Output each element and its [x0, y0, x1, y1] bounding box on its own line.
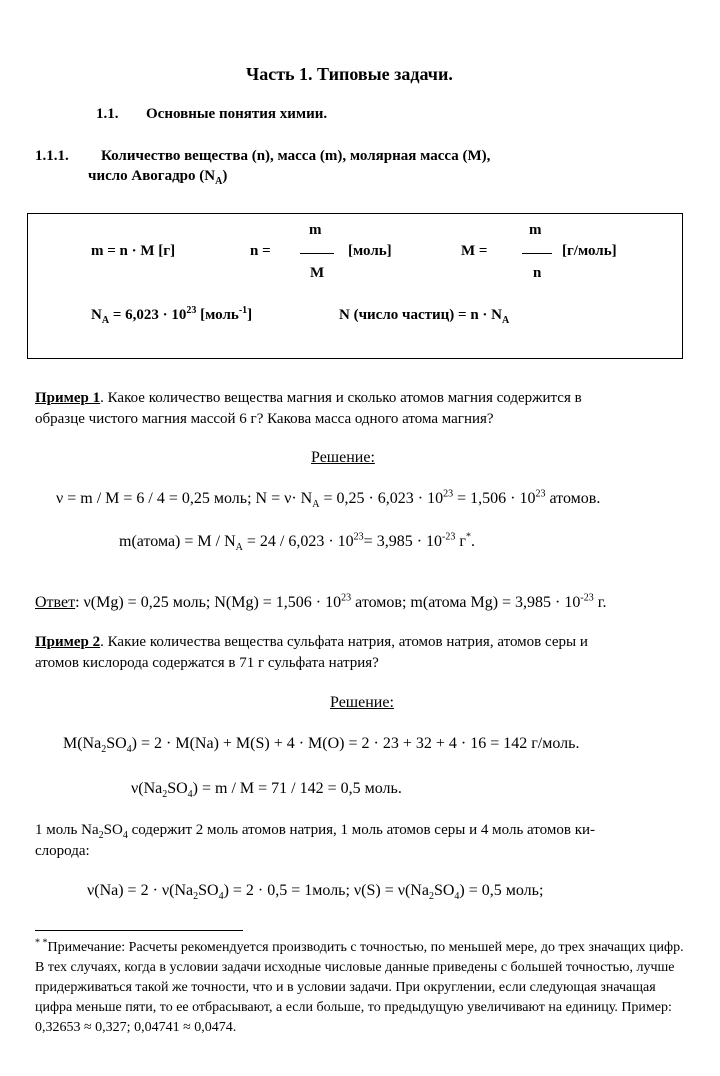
- formula-amount-denominator: M: [310, 265, 325, 281]
- footnote-text: Примечание: Расчеты рекомендуется производить с точностью, по меньшей мере, до трех значащих цифр. В тех случаях, когда в условии задачи исходные числовые данные приведены с большей точностью, лучше придерживаться такой же точности, что и в условии задачи. При округлении, если следующая значащая цифра меньше пяти, то ее отбрасывают, а если больше, то предыдущую увеличивают на единицу. Пример: 0,32653 ≈ 0,327; 0,04741 ≈ 0,0474.: [35, 940, 684, 1035]
- example2-equation2: $\nu(Na_2SO_4) = m / M = 71 / 142 = 0,5$ моль.: [131, 780, 402, 801]
- subsection-number: 1.1.1.: [35, 148, 69, 164]
- example2-text: Пример 2. Какие количества вещества сульфата натрия, атомов натрия, атомов серы и атомов кислорода содержатся в 71 г сульфата натрия?: [35, 634, 588, 671]
- part-title: Часть 1. Типовые задачи.: [246, 64, 453, 84]
- formula-amount-unit: [моль]: [348, 243, 392, 259]
- formula-mass: m = n · M [г]: [91, 243, 176, 259]
- subsection-title-line1: Количество вещества (n), масса (m), молярная масса (M),: [101, 148, 491, 164]
- formula-amount-fraction-line: [300, 253, 334, 254]
- section-number: 1.1.: [96, 106, 119, 122]
- formula-molar-left: M =: [461, 243, 488, 259]
- example1-solution-label: Решение:: [311, 449, 375, 466]
- example1-label: Пример 1: [35, 390, 101, 406]
- example2-equation1: $M(Na_2SO_4) = 2 \cdot M(Na) + M(S) + 4 \cdot M(O) = 2 \cdot 23 + 32 + 4 \cdot 16 = 142$ г/моль.: [63, 735, 580, 756]
- example2-equation3: $\nu(Na) = 2 \cdot \nu(Na_2SO_4) = 2 \cdot 0,5$ = 1моль; $\nu(S) = \nu(Na_2SO_4) = 0,5$ моль;: [87, 882, 544, 903]
- formula-particles: N (число частиц) = $n \cdot N_A$: [339, 307, 510, 326]
- formula-molar-fraction-line: [522, 253, 552, 254]
- example1-equation1: ν = m / M = 6 / 4 = 0,25 моль; $N = \nu\cdot N_A = 0,25 \cdot 6,023 \cdot 10^{23} = 1,506 \cdot 10^{23}$ атомов.: [56, 488, 601, 511]
- formula-amount-numerator: m: [309, 222, 322, 238]
- formula-molar-denominator: n: [533, 265, 542, 281]
- example2-solution-label: Решение:: [330, 694, 394, 711]
- section-title: Основные понятия химии.: [146, 106, 328, 122]
- formula-amount-left: n =: [250, 243, 271, 259]
- example2-paragraph: 1 моль $Na_2SO_4$ содержит 2 моль атомов натрия, 1 моль атомов серы и 4 моль атомов ки- слорода:: [35, 822, 596, 859]
- footnote: [35, 938, 695, 1038]
- example1-answer: Ответ: ν(Mg) = 0,25 моль; $N(Mg) = 1,506 \cdot 10^{23}$ атомов; m(атома $Mg) = 3,985 \cdot 10^{-23}$ г.: [35, 592, 607, 611]
- formula-box: [27, 213, 683, 359]
- formula-molar-unit: [г/моль]: [562, 243, 617, 259]
- footnote-separator: [35, 930, 243, 931]
- footnote-marker: * *: [35, 937, 48, 949]
- example1-text: Пример 1. Какое количество вещества магния и сколько атомов магния содержится в образце чистого магния массой 6 г? Какова масса одного атома магния?: [35, 390, 582, 427]
- answer-label: Ответ: [35, 594, 76, 611]
- example2-label: Пример 2: [35, 634, 101, 650]
- formula-molar-numerator: m: [529, 222, 542, 238]
- subsection-title-line2: число Авогадро $(N_A)$: [88, 168, 228, 187]
- example1-equation2: m(атома) = $M / N_A = 24 / 6,023 \cdot 10^{23}= 3,985 \cdot 10^{-23}$ г*.: [119, 531, 475, 554]
- formula-avogadro: $N_A = 6,023 \cdot 10^{23}$ [моль$^{-1}$]: [91, 305, 253, 326]
